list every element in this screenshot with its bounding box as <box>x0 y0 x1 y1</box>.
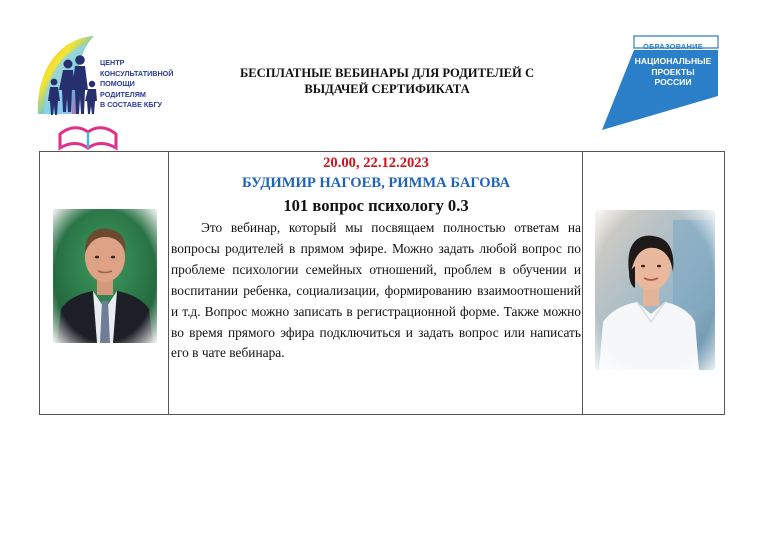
title-line-2: ВЫДАЧЕЙ СЕРТИФИКАТА <box>304 82 470 96</box>
man-portrait-icon <box>53 209 157 343</box>
event-details <box>171 152 581 364</box>
logo-line: ПОМОЩИ <box>100 79 135 89</box>
event-date: 20.00, 22.12.2023 <box>323 155 429 171</box>
event-title: 101 вопрос психологу 0.3 <box>283 196 469 215</box>
speaker-photo-left <box>53 209 157 343</box>
event-description: Это вебинар, который мы посвящаем полностью ответам на вопросы родителей в прямом эфире. Можно задать любой вопрос по проблеме психологии семейных отношений, проблем в обучении и воспитании ребенка, социализации, формированию взаимоотношений и т.д. Вопрос можно записать в регистрационной форме. Также можно во время прямого эфира подключиться и задать вопрос или написать его в чате вебинара. <box>171 220 581 361</box>
national-projects-logo <box>600 34 722 132</box>
event-speakers: БУДИМИР НАГОЕВ, РИММА БАГОВА <box>241 175 510 191</box>
logo-line: РОССИИ <box>654 77 692 87</box>
column-divider <box>168 152 169 414</box>
logo-line: ЦЕНТР <box>100 58 125 67</box>
column-divider <box>582 152 583 414</box>
logo-line: ПРОЕКТЫ <box>651 66 695 77</box>
page-title <box>196 65 578 97</box>
logo-line: КОНСУЛЬТАТИВНОЙ <box>100 68 174 78</box>
logo-line: В СОСТАВЕ КБГУ <box>100 100 163 110</box>
event-table <box>39 151 725 415</box>
logo-line: НАЦИОНАЛЬНЫЕ <box>634 56 712 66</box>
logo-line: РОДИТЕЛЯМ <box>100 89 146 99</box>
center-logo <box>34 30 194 154</box>
logo-top-text: ОБРАЗОВАНИЕ <box>643 42 703 51</box>
speaker-photo-right <box>595 210 715 370</box>
title-line-1: БЕСПЛАТНЫЕ ВЕБИНАРЫ ДЛЯ РОДИТЕЛЕЙ С <box>239 66 535 80</box>
woman-portrait-icon <box>595 210 715 370</box>
